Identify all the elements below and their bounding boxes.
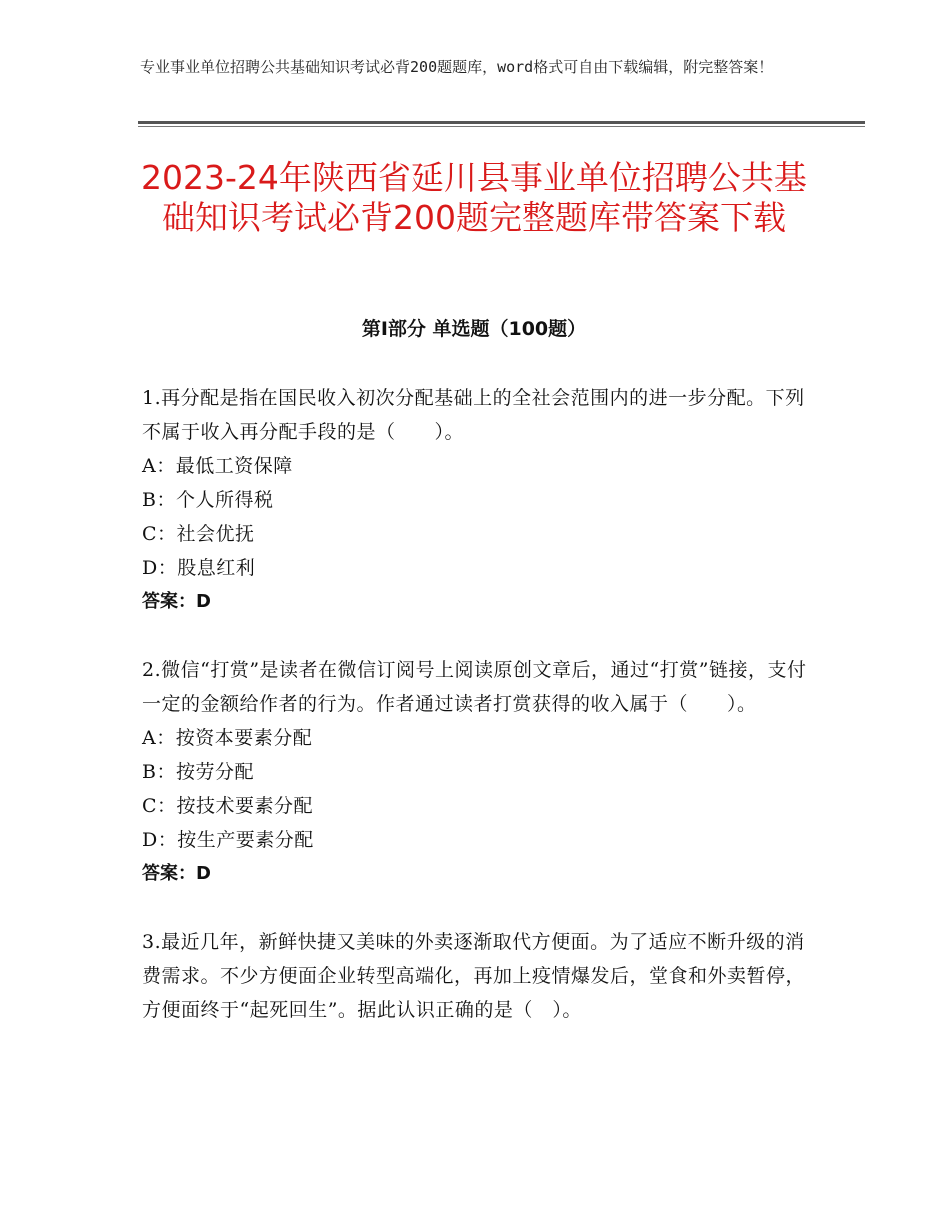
question-stem: 1.再分配是指在国民收入初次分配基础上的全社会范围内的进一步分配。下列不属于收入再分配手段的是（ ）。: [142, 387, 805, 443]
option-c: C：按技术要素分配: [142, 795, 314, 817]
option-d: D：股息红利: [142, 557, 256, 579]
question-3: [142, 925, 814, 1027]
answer-line: 答案：D: [142, 863, 211, 884]
option-a: A：最低工资保障: [142, 455, 293, 477]
option-c: C：社会优抚: [142, 523, 255, 545]
header-note: 专业事业单位招聘公共基础知识考试必背200题题库，word格式可自由下载编辑，附完整答案！: [140, 58, 774, 76]
answer-line: 答案：D: [142, 591, 211, 612]
option-b: B：按劳分配: [142, 761, 254, 783]
header-divider-thin: [138, 126, 865, 127]
section-heading: 第Ⅰ部分 单选题（100题）: [361, 318, 587, 340]
option-d: D：按生产要素分配: [142, 829, 314, 851]
header-divider-thick: [138, 121, 865, 124]
question-stem: 3.最近几年，新鲜快捷又美味的外卖逐渐取代方便面。为了适应不断升级的消费需求。不少方便面企业转型高端化，再加上疫情爆发后，堂食和外卖暂停，方便面终于“起死回生”。据此认识正确的是（ ）。: [142, 931, 806, 1021]
question-2: [142, 653, 814, 891]
option-a: A：按资本要素分配: [142, 727, 313, 749]
document-title: 2023-24年陕西省延川县事业单位招聘公共基础知识考试必背200题完整题库带答案下载: [141, 158, 807, 237]
option-b: B：个人所得税: [142, 489, 274, 511]
question-list: [142, 381, 814, 1061]
question-1: [142, 381, 814, 619]
question-stem: 2.微信“打赏”是读者在微信订阅号上阅读原创文章后，通过“打赏”链接，支付一定的金额给作者的行为。作者通过读者打赏获得的收入属于（ ）。: [142, 659, 807, 715]
